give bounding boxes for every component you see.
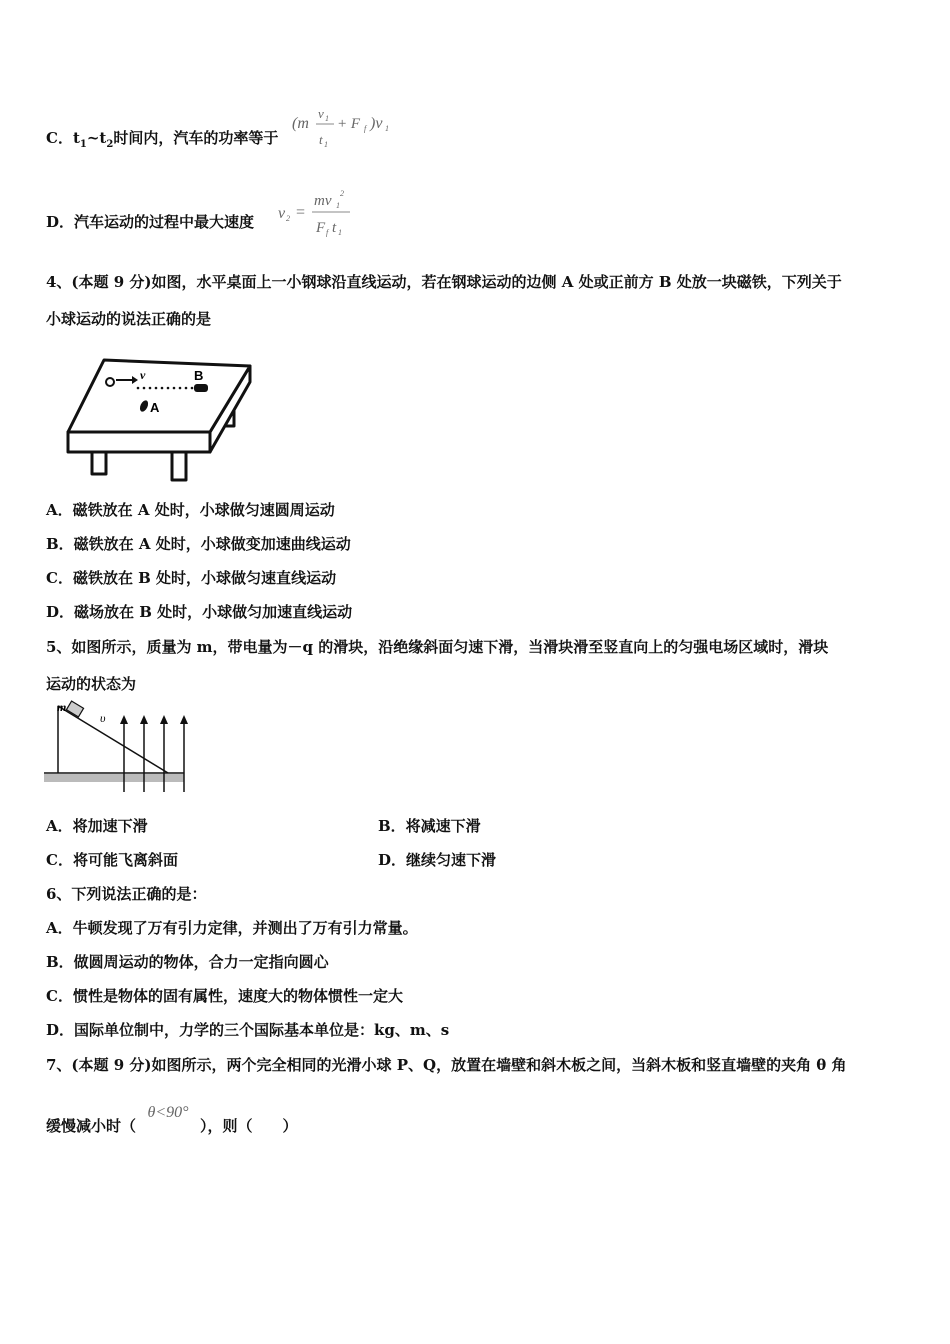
label-v: υ	[100, 711, 106, 725]
table-figure	[60, 352, 260, 487]
svg-text:2: 2	[340, 189, 344, 198]
q5-option-a[interactable]: A．将加速下滑	[46, 817, 148, 835]
q7-stem-line2: 缓慢减小时（θ<90°），则（ ）	[46, 1104, 298, 1135]
ground	[44, 774, 184, 782]
svg-text:F: F	[316, 220, 326, 236]
magnet-b	[194, 384, 208, 392]
svg-text:=: =	[296, 204, 306, 221]
incline-figure	[44, 700, 189, 792]
q5-option-b[interactable]: B．将减速下滑	[378, 817, 481, 835]
max-speed-formula	[276, 186, 366, 242]
q6-stem: 6、下列说法正确的是：	[46, 885, 207, 903]
svg-text:t: t	[319, 132, 323, 147]
q6-option-d[interactable]: D．国际单位制中，力学的三个国际基本单位是：kg、m、s	[46, 1021, 450, 1039]
q4-option-b[interactable]: B．磁铁放在 A 处时，小球做变加速曲线运动	[46, 535, 351, 553]
svg-text:(m: (m	[292, 115, 309, 132]
q4-option-d[interactable]: D．磁场放在 B 处时，小球做匀加速直线运动	[46, 603, 353, 621]
angle-condition: θ<90°	[147, 1104, 189, 1121]
svg-text:mv: mv	[314, 193, 332, 209]
svg-text:1: 1	[324, 140, 328, 149]
q3-option-c[interactable]: C．$t_1\sim t_2$时间内，汽车的功率等于	[46, 129, 279, 150]
q5-option-c[interactable]: C．将可能飞离斜面	[46, 851, 178, 869]
q6-option-b[interactable]: B．做圆周运动的物体，合力一定指向圆心	[46, 953, 329, 971]
q7-stem-line1: 7、(本题 9 分)如图所示，两个完全相同的光滑小球 P、Q，放置在墙壁和斜木板之间，当斜木板和竖直墙壁的夹角 θ 角	[46, 1056, 847, 1074]
svg-text:t: t	[332, 220, 337, 236]
svg-text:f: f	[326, 228, 329, 237]
q4-stem-line2: 小球运动的说法正确的是	[46, 310, 212, 328]
steel-ball	[106, 378, 114, 386]
q5-stem-line2: 运动的状态为	[46, 675, 137, 693]
svg-text:v: v	[318, 106, 324, 121]
q4-stem-line1: 4、(本题 9 分)如图，水平桌面上一小钢球沿直线运动，若在钢球运动的边侧 A 处或正前方 B 处放一块磁铁，下列关于	[46, 273, 842, 291]
incline	[58, 706, 168, 773]
q4-option-c[interactable]: C．磁铁放在 B 处时，小球做匀速直线运动	[46, 569, 337, 587]
q5-stem-line1: 5、如图所示，质量为 m，带电量为－q 的滑块，沿绝缘斜面匀速下滑，当滑块滑至竖直向上的匀强电场区域时，滑块	[46, 638, 829, 656]
svg-text:v: v	[278, 205, 286, 222]
label-m: m	[57, 700, 67, 714]
svg-text:1: 1	[338, 228, 342, 237]
svg-text:1: 1	[325, 114, 329, 123]
svg-text:+ F: + F	[337, 116, 361, 132]
q4-option-a[interactable]: A．磁铁放在 A 处时，小球做匀速圆周运动	[46, 501, 335, 519]
q6-option-a[interactable]: A．牛顿发现了万有引力定律，并测出了万有引力常量。	[46, 919, 418, 937]
label-a: A	[150, 400, 160, 415]
label-b: B	[194, 368, 204, 383]
svg-text:f: f	[364, 124, 367, 133]
q3-option-d[interactable]: D．汽车运动的过程中最大速度	[46, 213, 255, 231]
q5-option-d[interactable]: D．继续匀速下滑	[378, 851, 497, 869]
q6-option-c[interactable]: C．惯性是物体的固有属性，速度大的物体惯性一定大	[46, 987, 403, 1005]
svg-text:)v: )v	[370, 115, 383, 132]
svg-text:1: 1	[385, 124, 389, 133]
svg-text:1: 1	[336, 201, 340, 210]
slider-block	[66, 701, 83, 717]
power-formula	[292, 102, 402, 152]
svg-text:2: 2	[286, 214, 290, 223]
label-v: v	[140, 368, 146, 382]
